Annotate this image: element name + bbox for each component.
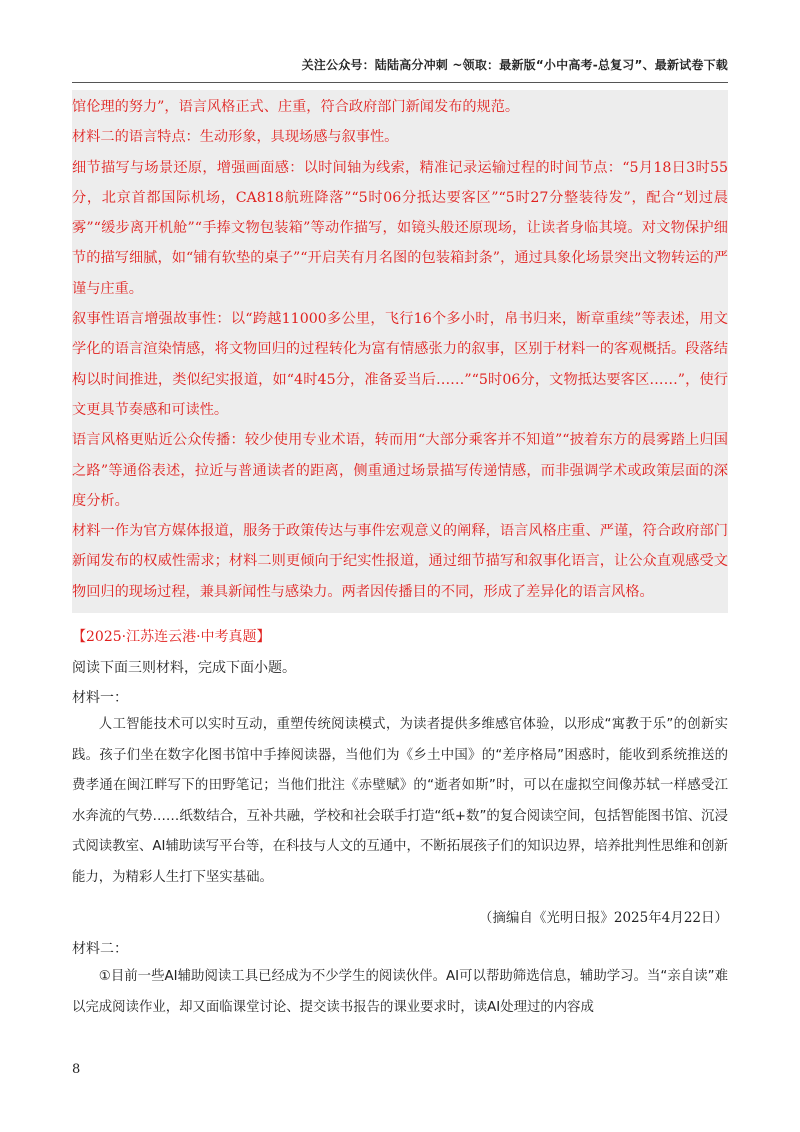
material1-citation: （摘编自《光明日报》2025年4月22日） (478, 910, 728, 926)
question-instruction: 阅读下面三则材料，完成下面小题。 (72, 660, 296, 676)
page-header: 关注公众号：陆陆高分冲刺 ~领取：最新版“小中高考-总复习”、最新试卷下载 (301, 58, 728, 72)
answer-paragraph: 馆伦理的努力”，语言风格正式、庄重，符合政府部门新闻发布的规范。 (72, 99, 520, 115)
material1-text: 人工智能技术可以实时互动，重塑传统阅读模式，为读者提供多维感官体验，以形成“寓教于乐”的创新实践。孩子们坐在数字化图书馆中手捧阅读器，当他们为《乡土中国》的“差序格局”困惑时，能收到系统推送的费孝通在闽江畔写下的田野笔记；当他们批注《赤壁赋》的“逝者如斯”时，可以在虚拟空间像苏轼一样感受江水奔流的气势……纸数结合，互补共融，学校和社会联手打造“纸+数”的复合阅读空间，包括智能图书馆、沉浸式阅读教室、AI辅助读写平台等，在科技与人文的互通中，不断拓展孩子们的知识边界，培养批判性思维和创新能力，为精彩人生打下坚实基础。 (72, 717, 728, 885)
exam-source-tag: 【2025·江苏连云港·中考真题】 (72, 629, 271, 645)
answer-paragraph: 叙事性语言增强故事性：以“跨越11000多公里，飞行16个多小时，帛书归来，断章重续”等表述，用文学化的语言渲染情感，将文物回归的过程转化为富有情感张力的叙事，区别于材料一的客观概括。段落结构以时间推进，类似纪实报道，如“4时45分，准备妥当后……”“5时06分，文物抵达要客区……”，使行文更具节奏感和可读性。 (72, 311, 728, 418)
answer-paragraph: 细节描写与场景还原，增强画面感：以时间轴为线索，精准记录运输过程的时间节点：“5月18日3时55分，北京首都国际机场，CA818航班降落”“5时06分抵达要客区”“5时27分整装待发”，配合“划过晨雾”“缓步离开机舱”“手捧文物包装箱”等动作描写，如镜头般还原现场，让读者身临其境。对文物保护细节的描写细腻，如“铺有软垫的桌子”“开启芙有月名图的包装箱封条”，通过具象化场景突出文物转运的严谨与庄重。 (72, 159, 728, 297)
material2-text: ①目前一些AI辅助阅读工具已经成为不少学生的阅读伙伴。AI可以帮助筛选信息，辅助学习。当“亲自读”难以完成阅读作业，却又面临课堂讨论、提交读书报告的课业要求时，读AI处理过的内容成 (72, 969, 728, 1015)
header-divider (72, 82, 728, 83)
answer-paragraph: 材料一作为官方媒体报道，服务于政策传达与事件宏观意义的阐释，语言风格庄重、严谨，符合政府部门新闻发布的权威性需求；材料二则更倾向于纪实性报道，通过细节描写和叙事化语言，让公众直观感受文物回归的现场过程，兼具新闻性与感染力。两者因传播目的不同，形成了差异化的语言风格。 (72, 523, 728, 600)
page-number: 8 (72, 1062, 81, 1077)
answer-analysis-block (72, 90, 728, 613)
material1-label: 材料一： (72, 690, 128, 706)
answer-paragraph: 语言风格更贴近公众传播：较少使用专业术语，转而用“大部分乘客并不知道”“披着东方的晨雾踏上归国之路”等通俗表述，拉近与普通读者的距离，侧重通过场景描写传递情感，而非强调学术或政策层面的深度分析。 (72, 432, 728, 509)
material2-label: 材料二： (72, 941, 128, 957)
answer-paragraph: 材料二的语言特点：生动形象，具现场感与叙事性。 (72, 129, 399, 146)
